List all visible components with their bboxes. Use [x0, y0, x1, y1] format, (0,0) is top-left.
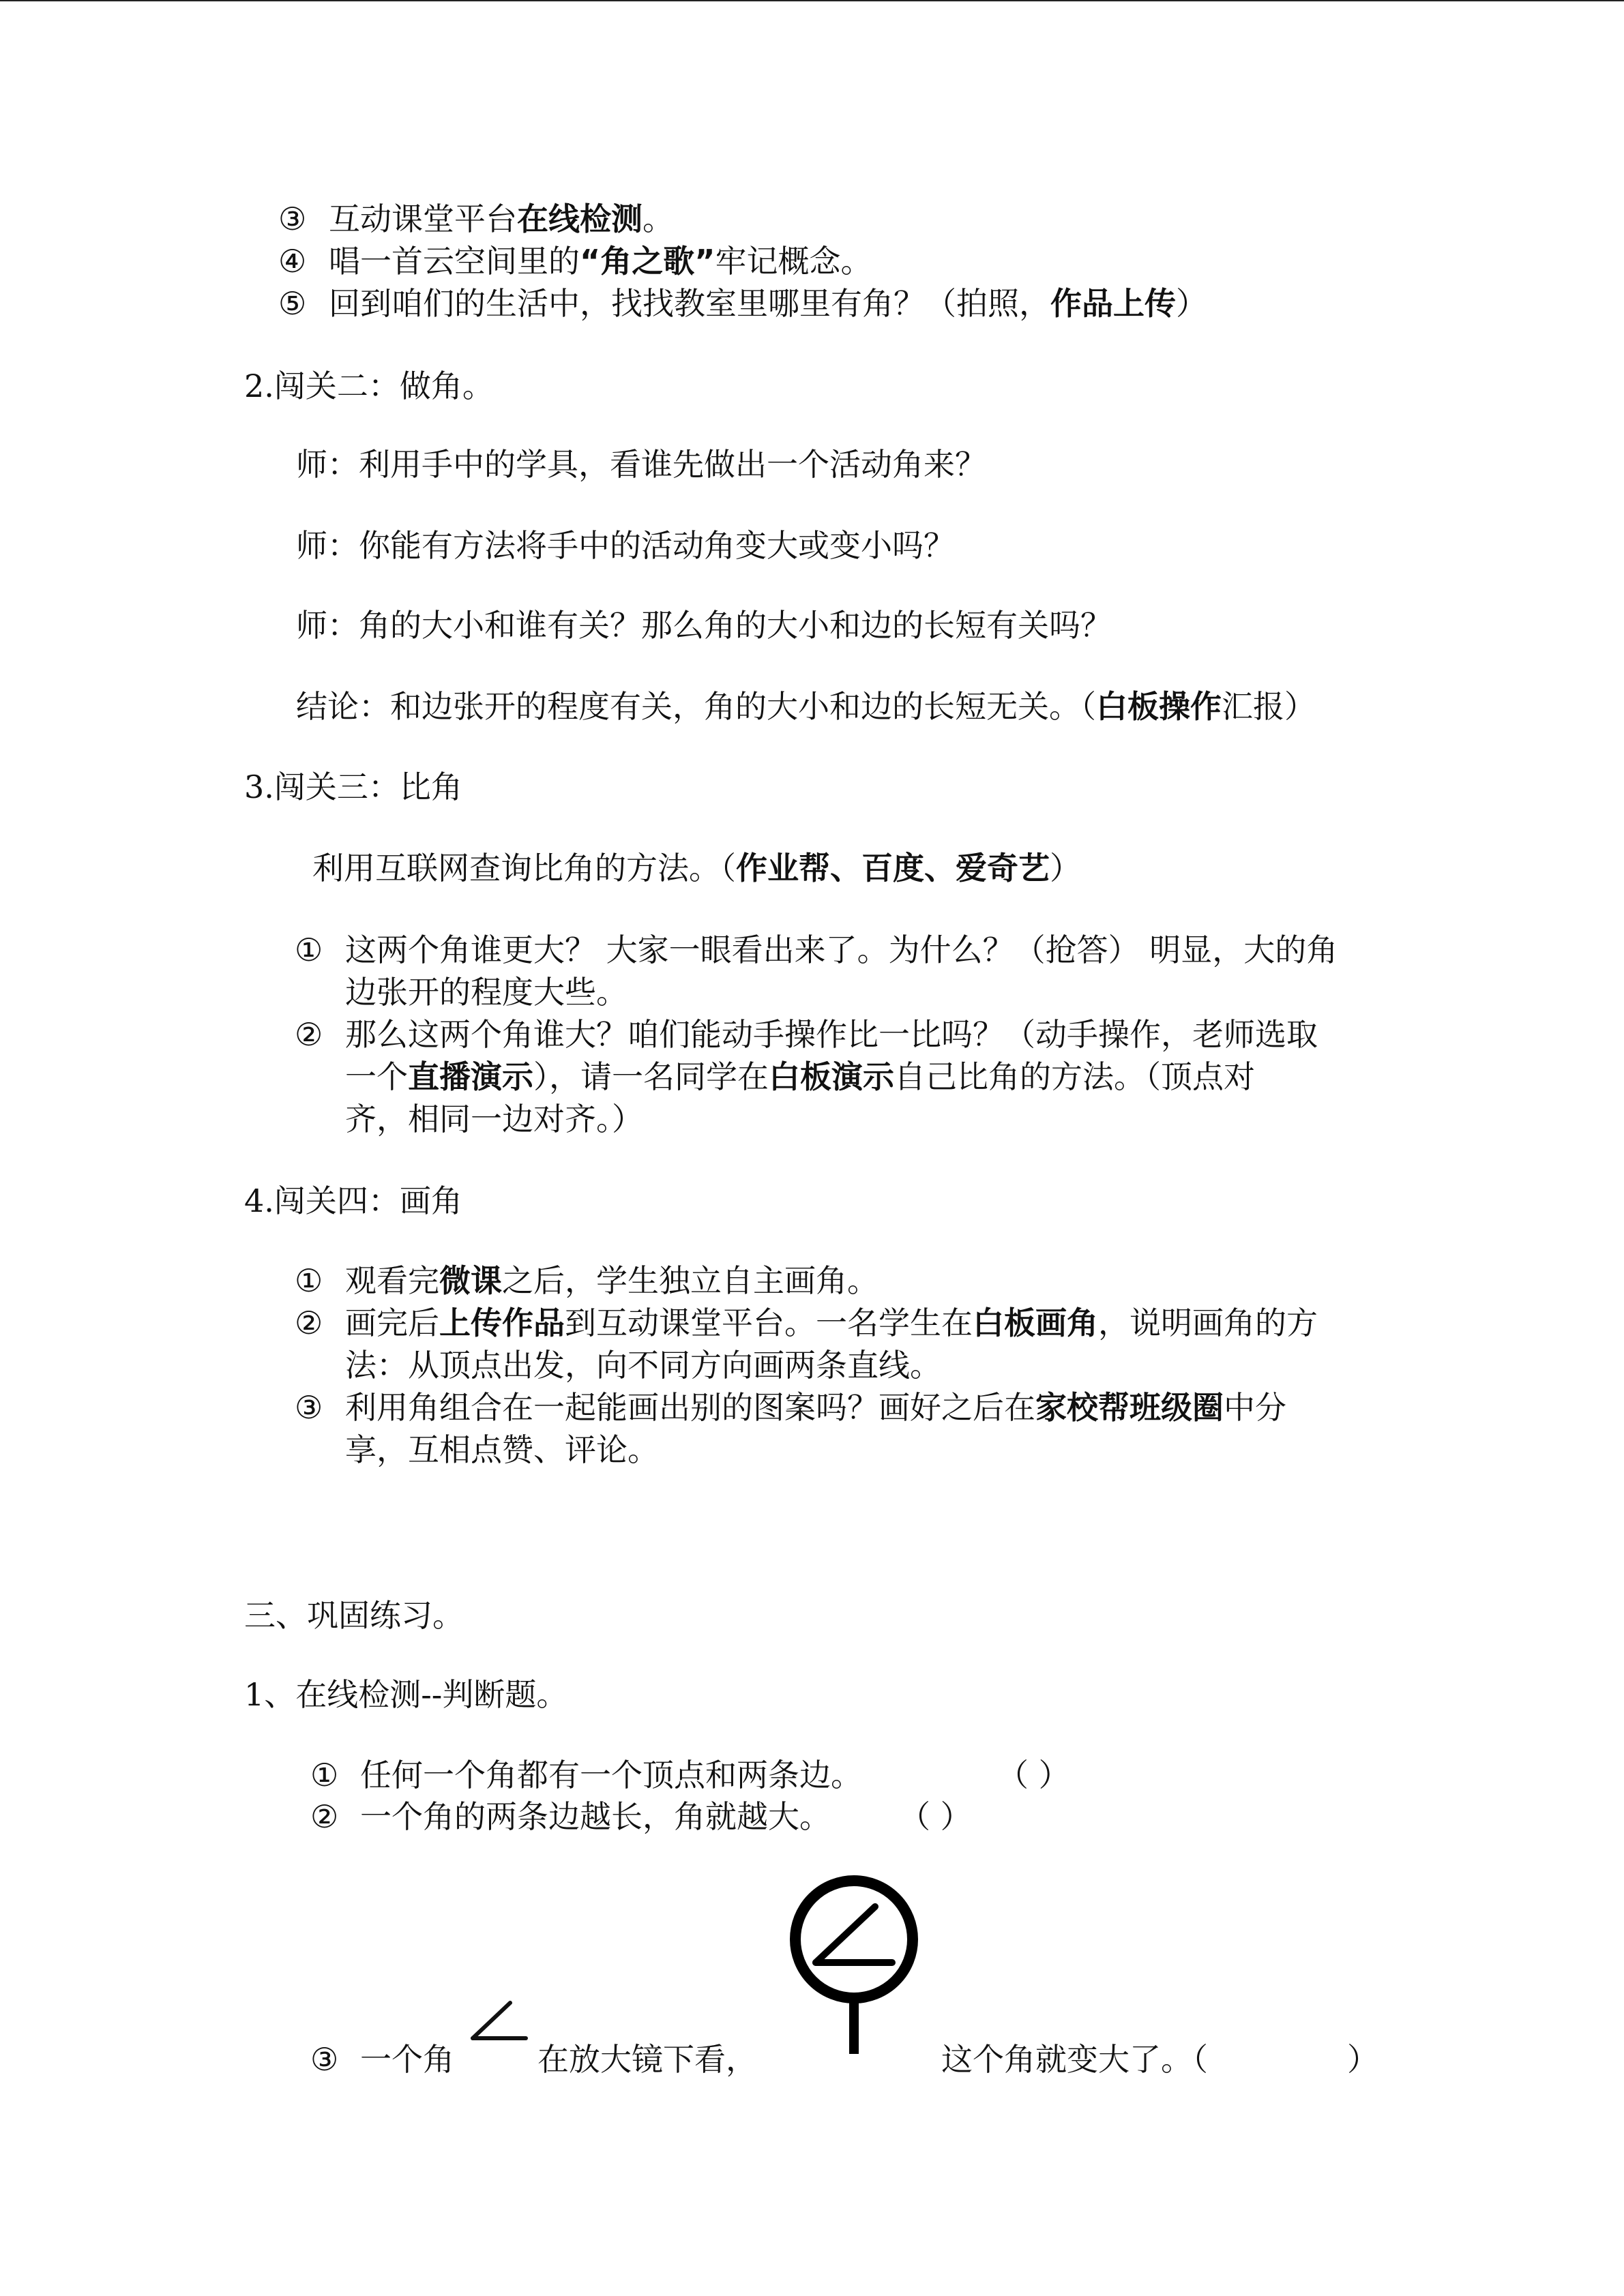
list-number: ① [295, 931, 323, 968]
level2-heading: 2.闯关二：做角。 [244, 368, 494, 404]
level3-item-line [345, 1016, 1318, 1053]
magnifying-glass-icon [776, 1875, 933, 2059]
level4-heading: 4.闯关四：画角 [244, 1182, 462, 1219]
list-number: ② [310, 1798, 339, 1835]
emphasized-text: 直播演示 [408, 1058, 533, 1095]
list-number: ④ [278, 243, 307, 280]
text-segment: 一个 [345, 1058, 408, 1095]
question-text: 一个角的两条边越长，角就越大。 [360, 1798, 831, 1835]
text-segment: 结论：和边张开的程度有关，角的大小和边的长短无关。（ [296, 688, 1096, 725]
level3-intro [312, 852, 1081, 884]
text-segment: 师：利用手中的学具，看谁先做出一个活动角来？ [296, 446, 986, 483]
emphasized-text: 上传作品 [439, 1304, 565, 1341]
list-number: ② [295, 1016, 323, 1053]
emphasized-text: 微课 [439, 1262, 502, 1299]
text-segment: ） [1050, 850, 1081, 886]
question-text: 任何一个角都有一个顶点和两条边。 [360, 1757, 862, 1793]
text-segment: 法：从顶点出发，向不同方向画两条直线。 [345, 1347, 941, 1384]
question-text: 一个角 [360, 2041, 454, 2078]
emphasized-text: 在线检测 [517, 200, 643, 237]
level2-line [296, 527, 955, 564]
level4-item-line [345, 1347, 941, 1384]
list-number: ③ [295, 1389, 323, 1426]
text-segment: 那么这两个角谁大？咱们能动手操作比一比吗？（动手操作，老师选取 [345, 1016, 1318, 1053]
level4-item-line [345, 1389, 1286, 1426]
question-text: 在放大镜下看， [537, 2041, 757, 2078]
emphasized-text: 作业帮、百度、爱奇艺 [736, 850, 1050, 886]
text-segment: ） [1176, 285, 1207, 322]
level2-line [296, 446, 986, 483]
section3-subheading: 1、在线检测--判断题。 [244, 1676, 568, 1713]
text-segment: 回到咱们的生活中，找找教室里哪里有角？（拍照， [329, 285, 1050, 322]
answer-parentheses-close: ） [1347, 2041, 1378, 2078]
level3-item-line [345, 1103, 643, 1135]
page-top-border [0, 0, 1624, 1]
answer-parentheses: （ ） [997, 1757, 1070, 1793]
text-segment: 。 [643, 200, 674, 237]
level3-heading: 3.闯关三：比角 [244, 769, 462, 805]
level4-item-line [345, 1431, 659, 1468]
text-segment: 画完后 [345, 1304, 439, 1341]
list-number: ② [295, 1304, 323, 1341]
text-segment: 齐，相同一边对齐。） [345, 1101, 643, 1137]
list-number: ③ [310, 2041, 339, 2078]
level4-item-line [345, 1262, 879, 1299]
text-segment: 中分 [1224, 1389, 1286, 1426]
text-segment: 之后，学生独立自主画角。 [502, 1262, 879, 1299]
list-item-find-angles [329, 285, 1207, 322]
level3-item-line [345, 931, 1338, 968]
text-segment: ），请一名同学在 [533, 1058, 769, 1095]
level2-line [296, 607, 1112, 644]
list-number: ⑤ [278, 285, 307, 322]
question-text: 这个角就变大了。（ [941, 2041, 1208, 2078]
list-number: ③ [278, 200, 307, 237]
text-segment: 享，互相点赞、评论。 [345, 1431, 659, 1468]
text-segment: 牢记概念。 [715, 243, 872, 280]
level3-item-line [345, 1058, 1255, 1095]
text-segment: 观看完 [345, 1262, 439, 1299]
list-number: ① [295, 1262, 323, 1299]
level4-item-line [345, 1304, 1318, 1341]
text-segment: 互动课堂平台 [329, 200, 517, 237]
text-segment: ，说明画角的方 [1098, 1304, 1318, 1341]
section3-heading: 三、巩固练习。 [244, 1597, 464, 1634]
answer-parentheses: （ ） [899, 1798, 972, 1835]
angle-icon [469, 1995, 529, 2042]
emphasized-text: 家校帮班级圈 [1035, 1389, 1224, 1426]
text-segment: 这两个角谁更大？ 大家一眼看出来了。为什么？（抢答） 明显，大的角 [345, 931, 1338, 968]
level3-item-line [345, 974, 628, 1011]
list-item-online-test [329, 200, 674, 237]
text-segment: 自己比角的方法。（顶点对 [894, 1058, 1255, 1095]
level2-conclusion [296, 688, 1316, 725]
emphasized-text: 白板演示 [769, 1058, 894, 1095]
emphasized-text: 白板画角 [973, 1304, 1098, 1341]
text-segment: 边张开的程度大些。 [345, 974, 628, 1011]
emphasized-text: 白板操作 [1096, 688, 1222, 725]
emphasized-text: 作品上传 [1050, 285, 1176, 322]
text-segment: 利用角组合在一起能画出别的图案吗？画好之后在 [345, 1389, 1035, 1426]
text-segment: 唱一首云空间里的 [329, 243, 580, 280]
emphasized-text: “角之歌” [580, 243, 715, 280]
list-item-song [329, 243, 872, 280]
text-segment: 到互动课堂平台。一名学生在 [565, 1304, 973, 1341]
text-segment: 利用互联网查询比角的方法。（ [312, 850, 736, 886]
text-segment: 汇报） [1222, 688, 1316, 725]
text-segment: 师：你能有方法将手中的活动角变大或变小吗？ [296, 527, 955, 564]
text-segment: 师：角的大小和谁有关？那么角的大小和边的长短有关吗？ [296, 607, 1112, 644]
list-number: ① [310, 1757, 339, 1793]
